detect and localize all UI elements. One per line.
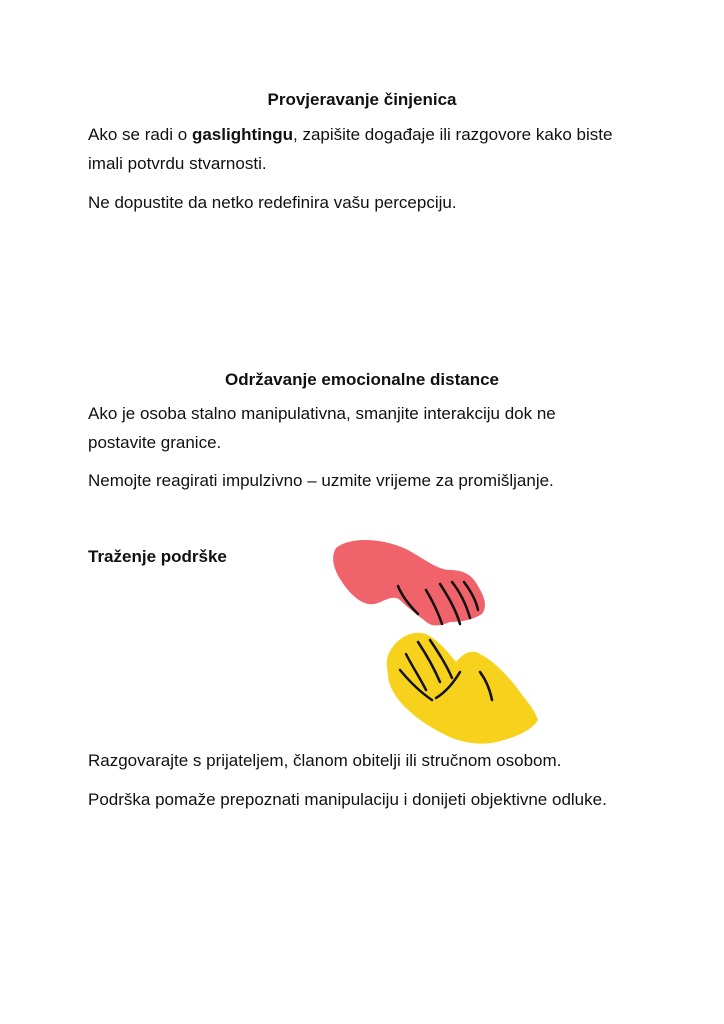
paragraph-gaslighting-before: Ako se radi o xyxy=(88,125,192,144)
yellow-hand-icon xyxy=(387,633,538,744)
helping-hands-icon xyxy=(322,530,552,752)
section-title-fact-checking: Provjeravanje činjenica xyxy=(267,90,457,109)
section-title-seeking-support: Traženje podrške xyxy=(88,547,227,566)
paragraph-gaslighting-after: , zapišite događaje ili razgovore kako biste imali potvrdu stvarnosti. xyxy=(88,125,613,173)
paragraph-perception: Ne dopustite da netko redefinira vašu percepciju. xyxy=(88,193,457,212)
paragraph-gaslighting-bold: gaslightingu xyxy=(191,125,293,144)
paragraph-impulsive: Nemojte reagirati impulzivno – uzmite vrijeme za promišljanje. xyxy=(88,471,554,490)
paragraph-gaslighting xyxy=(88,120,618,178)
red-hand-icon xyxy=(333,540,485,626)
paragraph-support-helps: Podrška pomaže prepoznati manipulaciju i donijeti objektivne odluke. xyxy=(88,790,607,809)
paragraph-talk-to-someone: Razgovarajte s prijateljem, članom obitelji ili stručnom osobom. xyxy=(88,751,562,770)
paragraph-manipulative-person: Ako je osoba stalno manipulativna, smanjite interakciju dok ne postavite granice. xyxy=(88,404,556,452)
section-title-emotional-distance: Održavanje emocionalne distance xyxy=(225,370,499,389)
